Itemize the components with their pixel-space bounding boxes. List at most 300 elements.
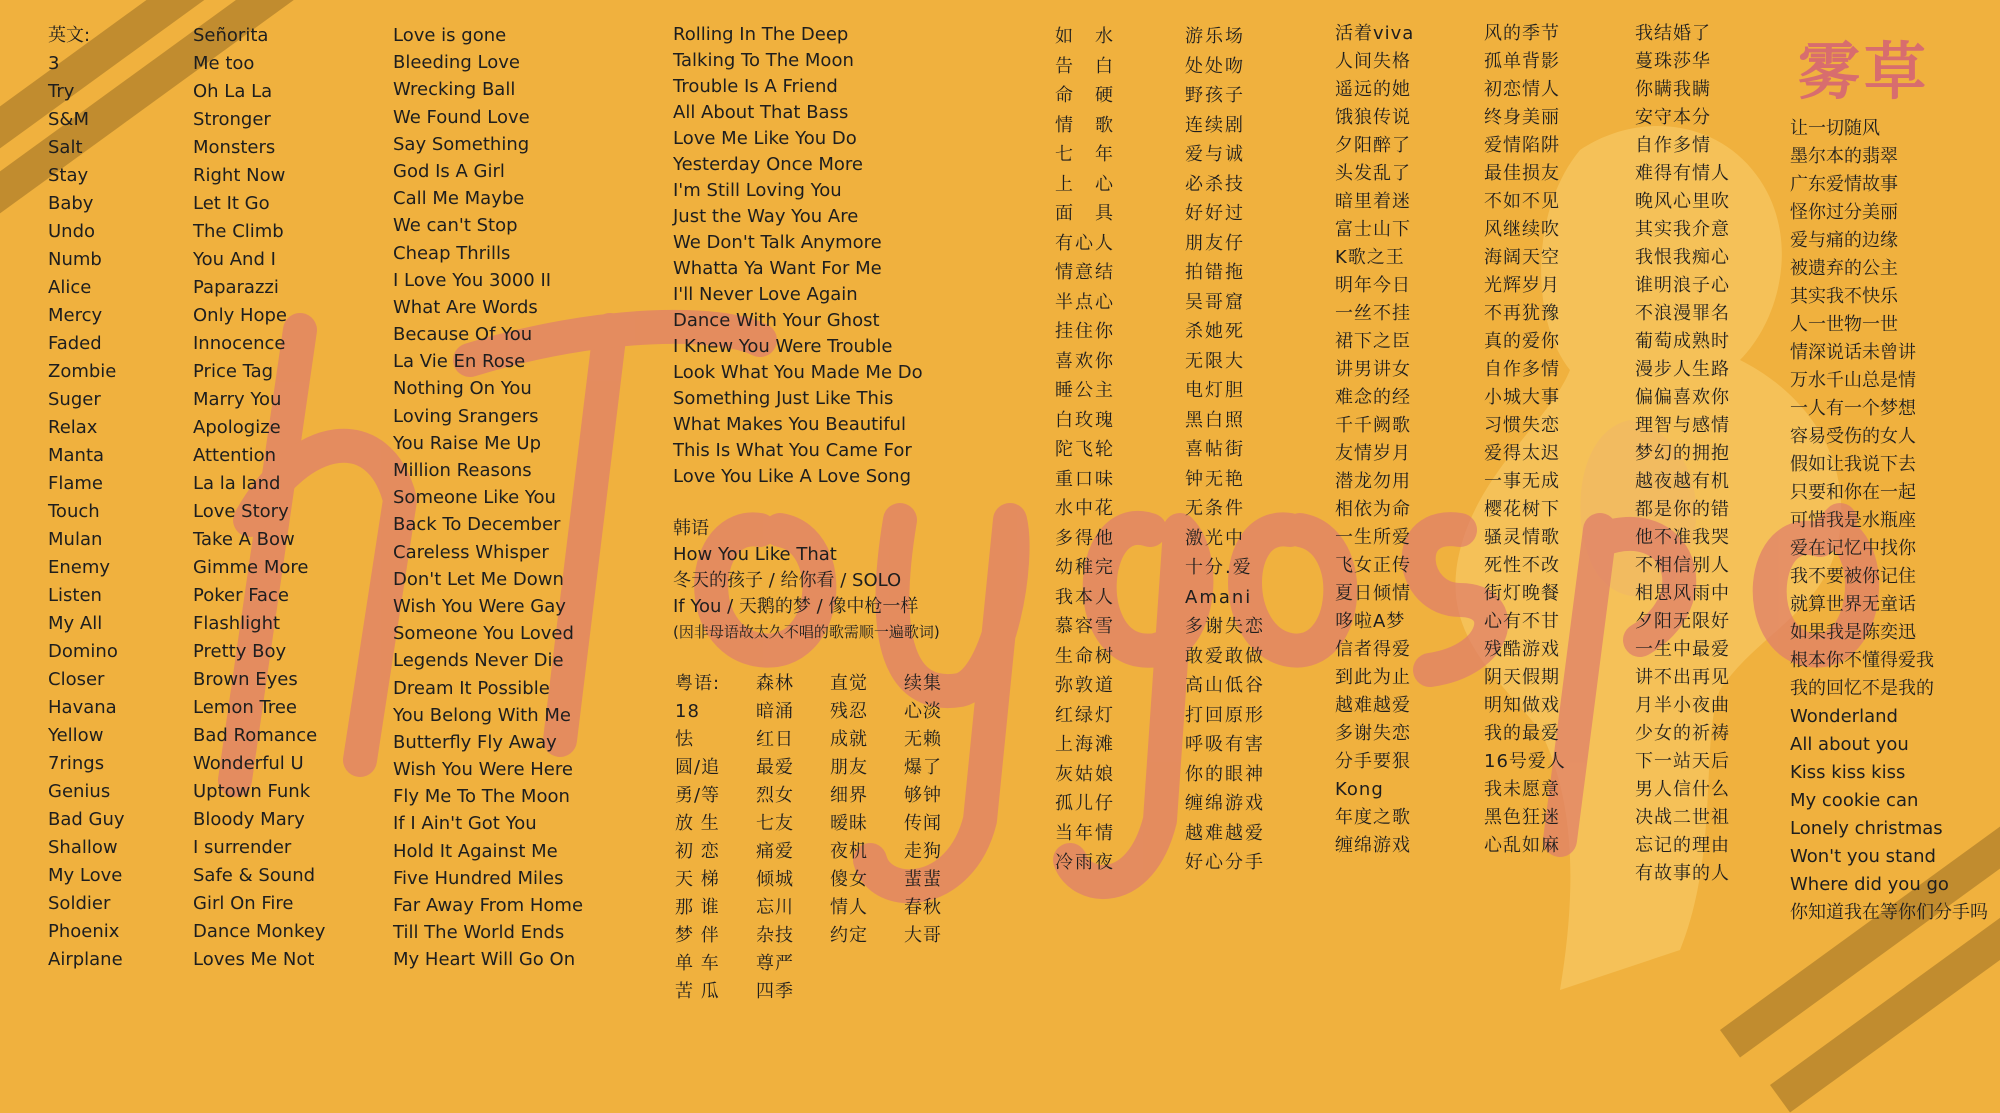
song-title: 暗涌 [756,701,794,722]
song-title: 分手要狠 [1335,751,1411,772]
song-title: Safe & Sound [193,865,316,886]
song-title: You And I [193,249,276,270]
song-title: Legends Never Die [393,650,564,672]
song-title: Loving Srangers [393,405,539,427]
song-title: Yellow [48,725,104,746]
song-title: 不浪漫罪名 [1635,303,1730,324]
song-title: 阴天假期 [1484,667,1560,688]
english-song-list-4 [673,22,923,490]
song-title: Brown Eyes [193,669,298,690]
song-title: Stronger [193,109,271,130]
song-title: 打回原形 [1185,704,1265,726]
song-title: God Is A Girl [393,160,505,182]
song-title: 只要和你在一起 [1790,482,1916,503]
song-title: 年度之歌 [1335,807,1411,828]
song-title: 漫步人生路 [1635,359,1730,380]
song-title: 野孩子 [1185,85,1245,106]
song-title: 18 [675,701,700,722]
song-title: My All [48,613,103,634]
korean-section [673,516,940,644]
song-title: 勇/等 [675,785,721,806]
song-title: 上 心 [1055,173,1115,195]
song-title: 不再犹豫 [1484,303,1560,324]
song-title: Kiss kiss kiss [1790,762,1906,783]
song-title: 成就 [830,729,868,750]
song-title: 可惜我是水瓶座 [1790,510,1916,531]
song-title: Someone Like You [393,487,556,509]
cantonese-song-list-4 [904,670,942,950]
song-title: Five Hundred Miles [393,867,564,889]
song-title: 生命树 [1055,645,1115,667]
song-title: 相思风雨中 [1635,583,1730,604]
song-title: 我不要被你记住 [1790,566,1916,587]
song-title: 难得有情人 [1635,163,1730,184]
song-title: Rolling In The Deep [673,24,849,45]
song-title: 遥远的她 [1335,79,1411,100]
song-title: 少女的祈祷 [1635,723,1730,744]
song-title: Just the Way You Are [673,206,859,227]
song-title: 千千阙歌 [1335,415,1411,436]
song-title: 处处吻 [1185,55,1245,77]
song-title: 死性不改 [1484,555,1560,576]
song-title: 蔓珠莎华 [1635,51,1711,72]
song-title: Havana [48,697,117,718]
song-title: 大哥 [904,925,942,946]
song-title: Right Now [193,165,286,186]
song-title: Suger [48,389,101,410]
song-title: Dance Monkey [193,921,326,942]
song-title: Paparazzi [193,277,279,298]
song-title: Wrecking Ball [393,79,516,101]
song-title: 陀飞轮 [1055,439,1115,460]
song-title: Whatta Ya Want For Me [673,258,882,279]
song-title: 爱与痛的边缘 [1790,230,1898,251]
song-title: 葡萄成熟时 [1635,331,1730,352]
song-title: 7rings [48,753,105,774]
song-title: 情意结 [1055,262,1115,283]
song-title: 重口味 [1055,468,1115,490]
song-title: Monsters [193,137,276,158]
song-title: Because Of You [393,324,533,346]
song-title: 我恨我痴心 [1635,247,1730,268]
song-title: Oh La La [193,81,273,102]
song-title: 自作多情 [1635,135,1711,156]
song-title: 暗里着迷 [1335,191,1411,212]
song-title: 裙下之臣 [1335,331,1411,352]
song-title: 呼吸有害 [1185,734,1265,755]
song-title: 无限大 [1185,350,1245,372]
song-title: 命 硬 [1055,85,1115,106]
song-title: 假如让我说下去 [1790,454,1916,475]
korean-header: 韩语 [673,518,709,539]
song-title: Love Story [193,501,289,522]
song-title: You Raise Me Up [393,432,541,454]
song-title: 心淡 [904,701,942,722]
song-title: 我的回忆不是我的 [1790,678,1934,699]
song-title: Closer [48,669,105,690]
song-title: Alice [48,277,92,298]
korean-song-line: How You Like That [673,544,837,565]
song-title: Apologize [193,417,281,438]
song-title: 睡公主 [1055,380,1115,401]
song-title: 广东爱情故事 [1790,174,1898,195]
song-title: My Heart Will Go On [393,949,576,971]
song-title: My cookie can [1790,790,1919,811]
song-title: 都是你的错 [1635,499,1730,520]
song-title: Love Me Like You Do [673,128,857,149]
song-title: 四季 [756,981,794,1002]
song-title: 风继续吹 [1484,219,1560,240]
song-title: 被遗弃的公主 [1790,258,1898,279]
song-title: 粤语: [675,673,721,694]
song-title: 喜欢你 [1055,350,1115,372]
korean-song-line: 冬天的孩子 / 给你看 / SOLO [673,570,902,591]
song-title: 你知道我在等你们分手吗 [1790,902,1988,923]
song-title: 万水千山总是情 [1790,370,1916,391]
song-title: 那 谁 [675,897,720,918]
song-title: 爱情陷阱 [1484,135,1560,156]
song-title: Back To December [393,514,561,536]
cantonese-song-list-1 [675,670,720,1006]
song-title: S&M [48,109,89,130]
song-title: 情深说话未曾讲 [1790,342,1916,363]
cantonese-song-list-10 [1790,115,1988,927]
song-title: 无条件 [1185,498,1245,519]
song-title: 晚风心里吹 [1635,191,1730,212]
song-title: 相依为命 [1335,499,1411,520]
song-title: 其实我介意 [1635,219,1730,240]
song-title: Far Away From Home [393,895,584,916]
song-title: 敢爱敢做 [1185,645,1265,667]
song-title: Call Me Maybe [393,188,525,210]
song-title: Señorita [193,25,269,46]
song-title: Wonderland [1790,706,1898,727]
song-title: Price Tag [193,361,274,382]
song-title: Say Something [393,133,530,155]
song-title: 高山低谷 [1185,675,1265,696]
song-title: Enemy [48,557,111,578]
song-title: 杀她死 [1185,321,1245,342]
song-title: Poker Face [193,585,289,606]
song-title: 游乐场 [1185,26,1245,47]
song-title: 森林 [756,673,794,694]
song-title: 挂住你 [1055,321,1115,342]
song-title: I'll Never Love Again [673,284,858,305]
song-title: Touch [48,501,100,522]
song-title: 爆了 [904,757,942,778]
song-title: Mercy [48,305,103,326]
song-title: 好心分手 [1185,852,1265,873]
song-title: 夕阳无限好 [1635,611,1730,632]
song-title: 有心人 [1055,232,1115,254]
song-title: 红日 [756,729,794,750]
song-title: 十分.爱 [1185,557,1253,578]
song-title: 约定 [830,925,868,946]
song-title: 初恋情人 [1484,79,1560,100]
song-title: Dance With Your Ghost [673,310,880,331]
song-title: 够钟 [904,785,942,806]
song-title: 七 年 [1055,144,1115,165]
song-title: 就算世界无童话 [1790,594,1916,615]
song-title: 友情岁月 [1335,443,1411,464]
cantonese-song-list-5 [1055,22,1115,878]
song-title: 无赖 [904,729,942,750]
song-title: 七友 [756,813,794,834]
song-title: I Love You 3000 II [393,269,552,291]
song-title: 天 梯 [675,869,720,890]
song-title: The Climb [193,221,284,242]
song-title: 让一切随风 [1790,118,1880,139]
song-title: What Makes You Beautiful [673,414,906,435]
song-title: 人一世物一世 [1790,314,1898,335]
song-title: 风的季节 [1484,23,1560,44]
song-title: 终身美丽 [1484,107,1560,128]
song-title: Relax [48,417,98,438]
song-title: 谁明浪子心 [1635,275,1730,296]
song-title: Yesterday Once More [673,154,863,175]
song-title: Manta [48,445,105,466]
song-title: 下一站天后 [1635,751,1730,772]
song-title: 樱花树下 [1484,499,1560,520]
song-title: 初 恋 [675,841,720,862]
song-title: 我本人 [1055,586,1115,608]
song-title: All About That Bass [673,102,849,123]
song-title: 富士山下 [1335,219,1411,240]
song-title: Love You Like A Love Song [673,466,912,487]
song-title: 梦幻的拥抱 [1635,443,1730,464]
song-title: 慕容雪 [1055,616,1115,637]
song-title: 一生所爱 [1335,527,1411,548]
song-title: 冷雨夜 [1055,852,1115,873]
song-title: 春秋 [904,897,942,918]
song-title: Soldier [48,893,111,914]
song-title: 飞女正传 [1335,555,1411,576]
song-title: Bad Romance [193,725,318,746]
song-title: 越难越爱 [1185,822,1265,844]
song-title: Mulan [48,529,103,550]
song-title: What Are Words [393,296,538,318]
song-title: 根本你不懂得爱我 [1790,650,1934,671]
english-song-list-2 [193,22,325,974]
song-title: 到此为止 [1335,667,1411,688]
song-title: Bloody Mary [193,809,305,830]
song-title: Butterfly Fly Away [393,731,557,753]
song-title: 黑色狂迷 [1484,807,1560,828]
song-title: 讲男讲女 [1335,359,1411,380]
song-title: Wish You Were Here [393,759,573,781]
song-title: 其实我不快乐 [1790,286,1898,307]
song-title: 连续剧 [1185,114,1245,136]
song-title: Stay [48,165,89,186]
song-title: 上海滩 [1055,734,1115,755]
song-title: Undo [48,221,96,242]
song-title: Marry You [193,389,282,410]
song-title: 头发乱了 [1335,163,1411,184]
song-title: 真的爱你 [1484,331,1560,352]
song-title: 心有不甘 [1484,611,1560,632]
cantonese-song-list-6 [1185,22,1265,878]
song-title: Flashlight [193,613,281,634]
song-title: 激光中 [1185,527,1245,549]
song-title: 一生中最爱 [1635,639,1730,660]
song-title: 多谢失恋 [1335,723,1411,744]
song-title: 最爱 [756,757,794,778]
song-title: Faded [48,333,102,354]
cantonese-song-list-3 [830,670,868,950]
song-title: 光辉岁月 [1484,275,1560,296]
song-title: 哆啦A梦 [1335,611,1406,632]
song-title: 一人有一个梦想 [1790,398,1916,419]
song-title: 墨尔本的翡翠 [1790,146,1898,167]
song-title: 吴哥窟 [1185,291,1245,313]
song-title: 越夜越有机 [1635,471,1730,492]
song-title: Attention [193,445,277,466]
song-title: 必杀技 [1185,173,1245,195]
song-title: 爱与诚 [1185,144,1245,165]
english-song-list-3 [393,22,583,974]
song-title: 不相信别人 [1635,555,1730,576]
song-title: We Don't Talk Anymore [673,232,882,253]
song-title: 你的眼神 [1185,763,1265,785]
song-title: 理智与感情 [1635,415,1730,436]
song-title: 爱在记忆中找你 [1790,538,1916,559]
song-title: My Love [48,865,123,886]
song-title: 我的最爱 [1484,723,1560,744]
song-title: 多谢失恋 [1185,616,1265,637]
song-title: If I Ain't Got You [393,813,537,835]
song-title: 怯 [675,729,694,750]
song-title: Love is gone [393,25,507,46]
song-title: 他不准我哭 [1635,527,1730,548]
song-title: Lemon Tree [193,697,297,718]
song-title: We Found Love [393,106,530,128]
song-title: 续集 [904,673,942,694]
song-title: 水中花 [1055,498,1115,519]
song-title: 放 生 [675,813,720,834]
song-title: 细界 [830,785,868,806]
song-title: 缠绵游戏 [1185,793,1265,814]
song-title: 英文: [48,25,91,46]
song-title: Trouble Is A Friend [673,76,838,97]
song-title: 潜龙勿用 [1335,471,1411,492]
song-title: 一事无成 [1484,471,1560,492]
logo-text: 雾草 [1798,35,1931,108]
song-title: 情 歌 [1055,114,1115,136]
song-title: 走狗 [904,841,942,862]
song-title: This Is What You Came For [673,440,912,461]
song-title: 不如不见 [1484,191,1560,212]
cantonese-song-list-9 [1635,20,1730,888]
song-title: 容易受伤的女人 [1790,426,1916,447]
song-title: Wish You Were Gay [393,595,566,617]
song-title: 面 具 [1055,203,1115,224]
song-title: 幼稚完 [1055,557,1115,578]
song-title: Amani [1185,586,1253,608]
song-title: 自作多情 [1484,359,1560,380]
song-title: 习惯失恋 [1484,415,1560,436]
song-title: Uptown Funk [193,781,311,802]
song-title: Listen [48,585,102,606]
song-title: 一丝不挂 [1335,303,1411,324]
song-title: La Vie En Rose [393,351,526,373]
song-title: You Belong With Me [393,704,571,726]
song-title: 月半小夜曲 [1635,695,1730,716]
song-title: Domino [48,641,118,662]
song-title: 我结婚了 [1635,23,1711,44]
song-title: I surrender [193,837,292,858]
song-title: Dream It Possible [393,677,550,699]
song-title: 心乱如麻 [1484,835,1560,856]
song-title: 红绿灯 [1055,704,1115,726]
song-title: Salt [48,137,83,158]
song-title: All about you [1790,734,1909,755]
song-title: 孤儿仔 [1055,793,1115,814]
song-title: 难念的经 [1335,387,1411,408]
song-title: 告 白 [1055,55,1115,77]
song-title: Someone You Loved [393,623,574,645]
song-title: 3 [48,53,60,74]
song-title: 爱得太迟 [1484,443,1560,464]
song-title: Hold It Against Me [393,840,558,862]
song-title: 有故事的人 [1635,863,1730,884]
song-title: K歌之王 [1335,247,1405,268]
song-title: 忘川 [756,897,794,918]
song-title: 街灯晚餐 [1484,583,1560,604]
song-title: 如 水 [1055,26,1115,47]
song-title: Something Just Like This [673,388,894,409]
song-title: Airplane [48,949,123,970]
song-title: Shallow [48,837,118,858]
song-title: 最佳损友 [1484,163,1560,184]
song-title: 明知做戏 [1484,695,1560,716]
song-title: 饿狼传说 [1335,107,1411,128]
song-title: Bleeding Love [393,52,520,74]
song-title: 黑白照 [1185,409,1245,431]
song-title: I Knew You Were Trouble [673,336,893,357]
song-title: Numb [48,249,102,270]
song-title: Girl On Fire [193,893,294,914]
korean-song-line: If You / 天鹅的梦 / 像中枪一样 [673,596,919,617]
song-title: 情人 [830,897,868,918]
song-title: 拍错拖 [1185,262,1245,283]
song-title: Kong [1335,779,1384,800]
song-title: I'm Still Loving You [673,180,842,201]
song-title: Look What You Made Me Do [673,362,923,383]
song-title: 缠绵游戏 [1335,835,1411,856]
song-title: 蜚蜚 [904,869,942,890]
song-title: 男人信什么 [1635,779,1730,800]
song-title: 喜帖街 [1185,439,1245,460]
song-title: 你瞒我瞒 [1635,79,1711,100]
song-title: 讲不出再见 [1635,667,1730,688]
korean-note: (因非母语故太久不唱的歌需顺一遍歌词) [673,623,940,641]
song-title: Million Reasons [393,460,532,481]
song-title: 孤单背影 [1484,51,1560,72]
song-title: 我未愿意 [1484,779,1560,800]
song-title: Nothing On You [393,378,532,400]
song-title: 残忍 [830,701,868,722]
song-title: Bad Guy [48,809,125,830]
song-title: 弥敦道 [1055,675,1115,696]
song-title: Phoenix [48,921,120,942]
song-title: 灰姑娘 [1055,763,1115,785]
cantonese-song-list-2 [756,670,794,1006]
song-title: 夏日倾情 [1335,583,1411,604]
song-title: Wonderful U [193,753,304,774]
song-title: 朋友仔 [1185,232,1245,254]
song-title: 人间失格 [1335,51,1411,72]
song-title: 骚灵情歌 [1484,527,1560,548]
